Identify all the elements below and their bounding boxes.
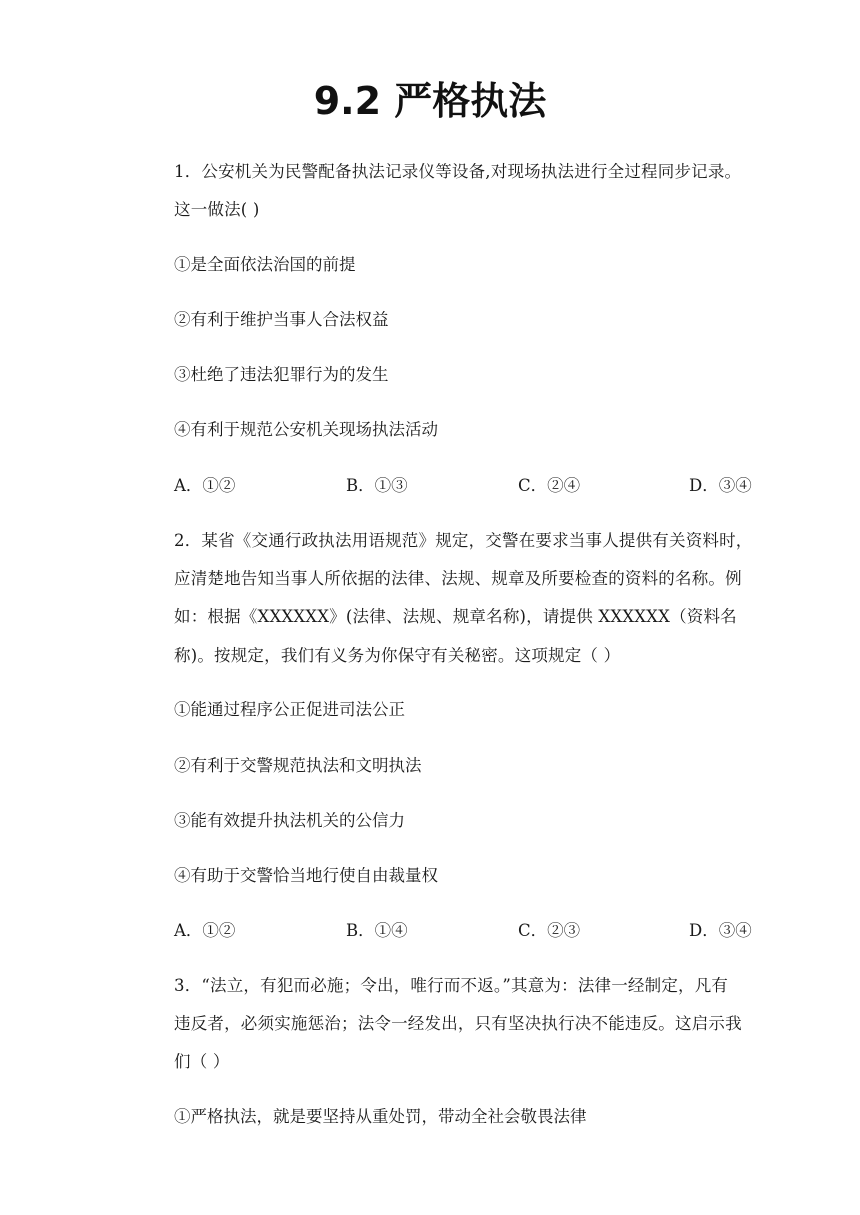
q3-stem-line-2: 违反者，必须实施惩治；法令一经发出，只有坚决执行决不能违反。这启示我: [174, 1014, 742, 1033]
q1-options: [174, 474, 774, 498]
q2-stem-line-1: 2．某省《交通行政执法用语规范》规定，交警在要求当事人提供有关资料时，: [174, 531, 753, 550]
q1-option-c: C．②④: [518, 476, 581, 495]
q2-item-2: ②有利于交警规范执法和文明执法: [174, 756, 422, 775]
q1-item-3: ③杜绝了违法犯罪行为的发生: [174, 365, 389, 384]
q2-option-c: C．②③: [518, 921, 581, 940]
q2-option-d: D．③④: [689, 921, 752, 940]
q2-option-a: A．①②: [174, 921, 236, 940]
q3-item-1: ①严格执法，就是要坚持从重处罚，带动全社会敬畏法律: [174, 1107, 587, 1126]
q1-item-2: ②有利于维护当事人合法权益: [174, 310, 389, 329]
q1-option-d: D．③④: [689, 476, 752, 495]
q2-item-1: ①能通过程序公正促进司法公正: [174, 700, 405, 719]
q2-options: [174, 919, 774, 943]
q1-stem-line-1: 1．公安机关为民警配备执法记录仪等设备,对现场执法进行全过程同步记录。: [174, 162, 742, 181]
q1-option-a: A．①②: [174, 476, 236, 495]
q2-stem-line-4: 称)。按规定，我们有义务为你保守有关秘密。这项规定（ ）: [174, 646, 621, 665]
q3-stem-line-1: 3．“法立，有犯而必施；令出，唯行而不返。”其意为：法律一经制定，凡有: [174, 976, 729, 995]
q2-stem-line-2: 应清楚地告知当事人所依据的法律、法规、规章及所要检查的资料的名称。例: [174, 569, 742, 588]
q1-stem-line-2: 这一做法( ): [174, 200, 260, 219]
page-title: 9.2 严格执法: [313, 79, 547, 123]
q1-item-1: ①是全面依法治国的前提: [174, 255, 356, 274]
q3-stem-line-3: 们（ ）: [174, 1052, 230, 1071]
q1-option-b: B．①③: [346, 476, 408, 495]
q2-item-4: ④有助于交警恰当地行使自由裁量权: [174, 866, 438, 885]
q1-item-4: ④有利于规范公安机关现场执法活动: [174, 420, 438, 439]
q2-option-b: B．①④: [346, 921, 408, 940]
q2-item-3: ③能有效提升执法机关的公信力: [174, 811, 405, 830]
q2-stem-line-3: 如：根据《XXXXXX》(法律、法规、规章名称)，请提供 XXXXXX（资料名: [174, 607, 737, 626]
